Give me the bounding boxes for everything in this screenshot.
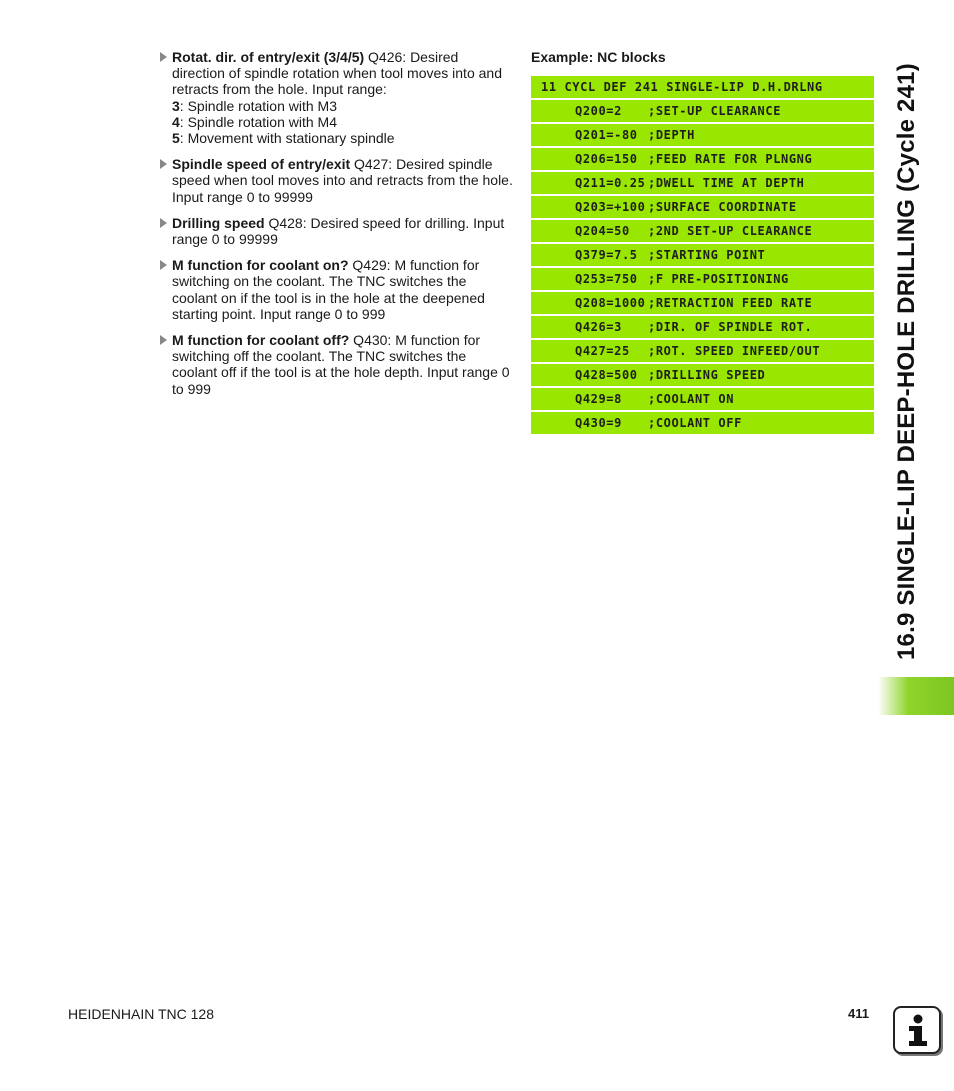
nc-row: Q430=9 ;COOLANT OFF xyxy=(531,412,874,434)
param-label: Spindle speed of entry/exit xyxy=(172,156,351,173)
triangle-bullet-icon xyxy=(160,218,167,228)
nc-header-row: 11 CYCL DEF 241 SINGLE-LIP D.H.DRLNG xyxy=(531,76,874,98)
nc-row: Q211=0.25 ;DWELL TIME AT DEPTH xyxy=(531,172,874,194)
nc-row: Q206=150 ;FEED RATE FOR PLNGNG xyxy=(531,148,874,170)
param-label: Rotat. dir. of entry/exit (3/4/5) xyxy=(172,49,365,65)
info-icon xyxy=(893,1006,941,1054)
triangle-bullet-icon xyxy=(160,159,167,169)
nc-row: Q200=2 ;SET-UP CLEARANCE xyxy=(531,100,874,122)
triangle-bullet-icon xyxy=(160,335,167,345)
nc-row: Q201=-80 ;DEPTH xyxy=(531,124,874,146)
param-label: M function for coolant off? xyxy=(172,332,350,349)
nc-row: Q204=50 ;2ND SET-UP CLEARANCE xyxy=(531,220,874,242)
chapter-tab xyxy=(878,677,954,715)
nc-row: Q428=500 ;DRILLING SPEED xyxy=(531,364,874,386)
chapter-side-title: 16.9 SINGLE-LIP DEEP-HOLE DRILLING (Cycle 241) xyxy=(893,63,920,660)
param-q427 xyxy=(158,156,514,205)
footer-product: HEIDENHAIN TNC 128 xyxy=(68,1006,215,1022)
option-line: 4: Spindle rotation with M4 xyxy=(172,113,337,130)
triangle-bullet-icon xyxy=(160,260,167,270)
param-description: Q428: Desired speed for drilling. Input range 0 to 99999 xyxy=(172,214,505,248)
param-description: Q430: M function for switching off the coolant. The TNC switches the coolant off if the tool is at the hole depth. Input range 0 to 999 xyxy=(172,332,510,397)
option-line: 3: Spindle rotation with M3 xyxy=(172,97,337,114)
nc-row: Q427=25 ;ROT. SPEED INFEED/OUT xyxy=(531,340,874,362)
option-line: 5: Movement with stationary spindle xyxy=(172,130,395,147)
nc-row: Q379=7.5 ;STARTING POINT xyxy=(531,244,874,266)
param-description: Q427: Desired spindle speed when tool moves into and retracts from the hole. Input range 0 to 99999 xyxy=(172,156,513,205)
param-label: Drilling speed xyxy=(172,214,265,231)
nc-row: Q429=8 ;COOLANT ON xyxy=(531,388,874,410)
param-q426 xyxy=(158,49,514,146)
nc-row: Q208=1000 ;RETRACTION FEED RATE xyxy=(531,292,874,314)
nc-row: Q253=750 ;F PRE-POSITIONING xyxy=(531,268,874,290)
param-label: M function for coolant on? xyxy=(172,257,349,274)
example-title: Example: NC blocks xyxy=(531,49,666,65)
param-q429 xyxy=(158,257,514,322)
page-number: 411 xyxy=(848,1006,869,1021)
parameter-list xyxy=(158,49,514,407)
param-q430 xyxy=(158,332,514,397)
param-description: Q426: Desired direction of spindle rotation when tool moves into and retracts from the hole. Input range: xyxy=(172,49,502,98)
triangle-bullet-icon xyxy=(160,52,167,62)
nc-row: Q203=+100 ;SURFACE COORDINATE xyxy=(531,196,874,218)
nc-block-table xyxy=(531,76,874,436)
param-q428 xyxy=(158,215,514,247)
param-description: Q429: M function for switching on the coolant. The TNC switches the coolant on if the tool is in the hole at the deepened starting point. Input range 0 to 999 xyxy=(172,257,485,322)
nc-row: Q426=3 ;DIR. OF SPINDLE ROT. xyxy=(531,316,874,338)
